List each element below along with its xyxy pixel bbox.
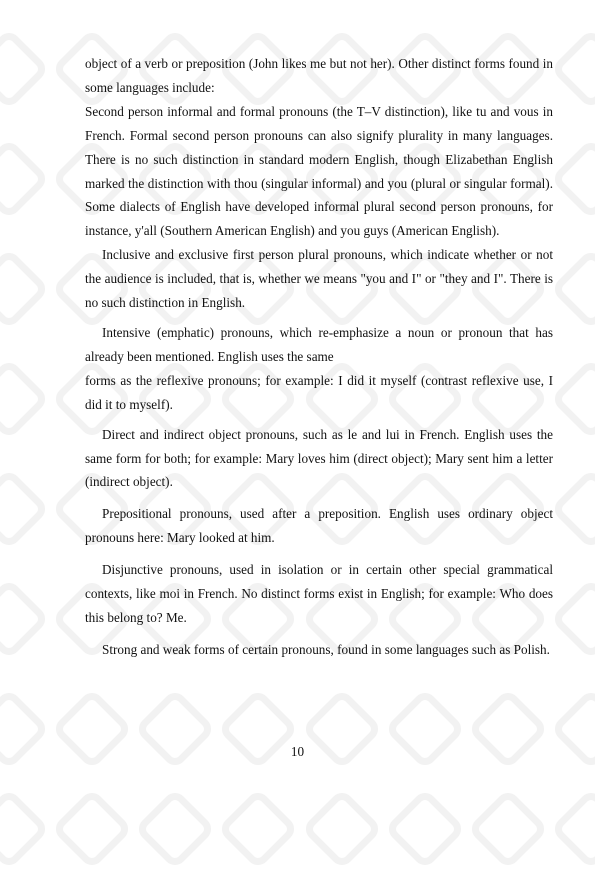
paragraph: Intensive (emphatic) pronouns, which re-emphasize a noun or pronoun that has already been mentioned. English uses the same: [85, 324, 553, 364]
paragraph: Direct and indirect object pronouns, such as le and lui in French. English uses the same form for both; for example: Mary loves him (direct object); Mary sent him a letter (indirect object).: [85, 426, 553, 490]
document-body: [85, 52, 553, 662]
paragraph: object of a verb or preposition (John likes me but not her). Other distinct forms found in some languages include:: [85, 56, 553, 95]
paragraph: Strong and weak forms of certain pronouns, found in some languages such as Polish.: [102, 641, 550, 657]
paragraph: forms as the reflexive pronouns; for example: I did it myself (contrast reflexive use, I did it to myself).: [85, 372, 553, 412]
page-number: 10: [290, 744, 305, 759]
paragraph: Prepositional pronouns, used after a preposition. English uses ordinary object pronouns here: Mary looked at him.: [85, 506, 553, 546]
paragraph: Disjunctive pronouns, used in isolation or in certain other special grammatical contexts, like moi in French. No distinct forms exist in English; for example: Who does this belong to? Me.: [85, 562, 553, 625]
paragraph: Inclusive and exclusive first person plural pronouns, which indicate whether or not the audience is included, that is, whether we means "you and I" or "they and I". There is no such distinction in English.: [85, 247, 553, 311]
paragraph: Second person informal and formal pronouns (the T–V distinction), like tu and vous in French. Formal second person pronouns can also signify plurality in many languages. There is no such distinction in standard modern English, though Elizabethan English marked the distinction with thou (singular informal) and you (plural or singular formal). Some dialects of English have developed informal plural second person pronouns, for instance, y'all (Southern American English) and you guys (American English).: [85, 103, 553, 239]
